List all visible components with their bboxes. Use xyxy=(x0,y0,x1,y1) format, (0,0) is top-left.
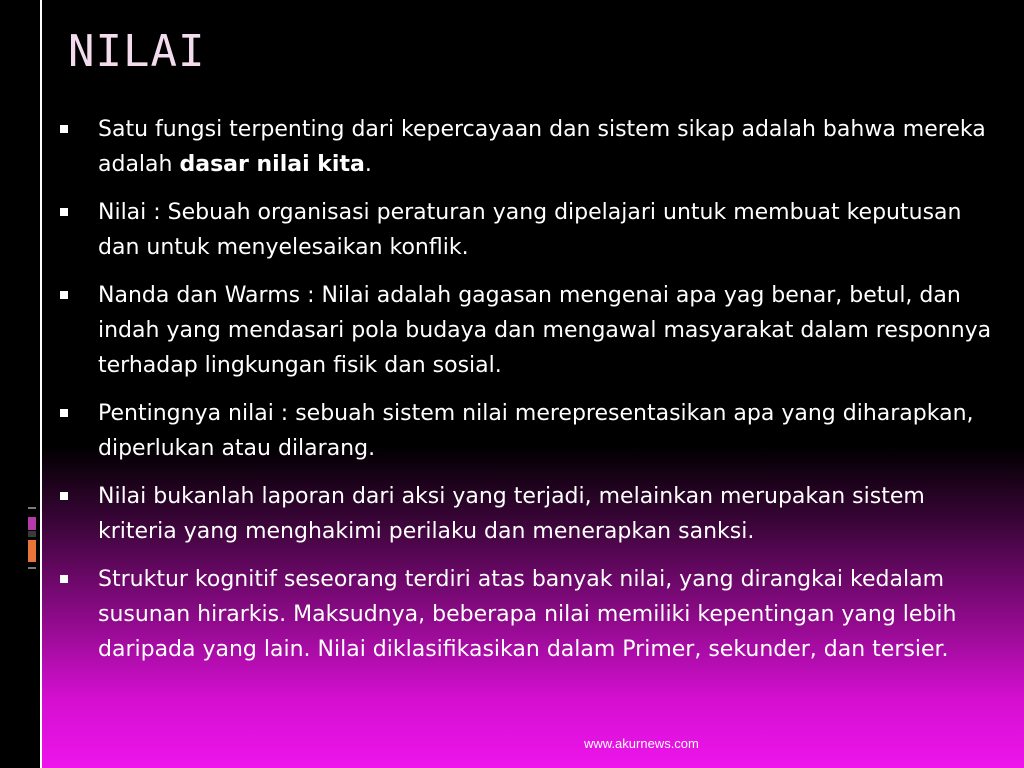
decorative-gray-block xyxy=(28,531,36,537)
bullet-text: Pentingnya nilai : sebuah sistem nilai merepresentasikan apa yang diharapkan, diperlukan atau dilarang. xyxy=(98,401,974,461)
slide-title: NILAI xyxy=(68,26,206,77)
square-bullet-icon xyxy=(60,492,68,500)
bullet-text: Nilai : Sebuah organisasi peraturan yang dipelajari untuk membuat keputusan dan untuk menyelesaikan konflik. xyxy=(98,200,962,260)
bullet-text: Struktur kognitif seseorang terdiri atas banyak nilai, yang dirangkai kedalam susunan hirarkis. Maksudnya, beberapa nilai memiliki kepentingan yang lebih daripada yang lain. Nilai diklasifikasikan dalam Primer, sekunder, dan tersier. xyxy=(98,567,957,662)
bullet-item xyxy=(58,396,1008,466)
bullet-list xyxy=(58,112,1008,680)
square-bullet-icon xyxy=(60,125,68,133)
bullet-text: . xyxy=(364,152,372,177)
square-bullet-icon xyxy=(60,409,68,417)
bullet-item xyxy=(58,195,1008,265)
bullet-item xyxy=(58,479,1008,549)
square-bullet-icon xyxy=(60,575,68,583)
square-bullet-icon xyxy=(60,208,68,216)
decorative-line xyxy=(28,567,36,569)
square-bullet-icon xyxy=(60,291,68,299)
bullet-text: Nanda dan Warms : Nilai adalah gagasan mengenai apa yag benar, betul, dan indah yang mendasari pola budaya dan mengawal masyarakat dalam responnya terhadap lingkungan fisik dan sosial. xyxy=(98,283,992,378)
bullet-text-bold: dasar nilai kita xyxy=(179,152,365,177)
bullet-item xyxy=(58,112,1008,182)
bullet-item xyxy=(58,278,1008,383)
bullet-item xyxy=(58,562,1008,667)
decorative-orange-block xyxy=(28,540,36,562)
left-strip xyxy=(0,0,40,768)
divider-line xyxy=(40,0,42,768)
footer-url: www.akurnews.com xyxy=(584,736,699,751)
bullet-text: Satu fungsi terpenting dari kepercayaan dan sistem sikap adalah bahwa mereka adalah xyxy=(98,117,986,177)
decorative-purple-block xyxy=(28,517,36,530)
decorative-line xyxy=(28,507,36,509)
bullet-text: Nilai bukanlah laporan dari aksi yang terjadi, melainkan merupakan sistem kriteria yang menghakimi perilaku dan menerapkan sanksi. xyxy=(98,484,925,544)
